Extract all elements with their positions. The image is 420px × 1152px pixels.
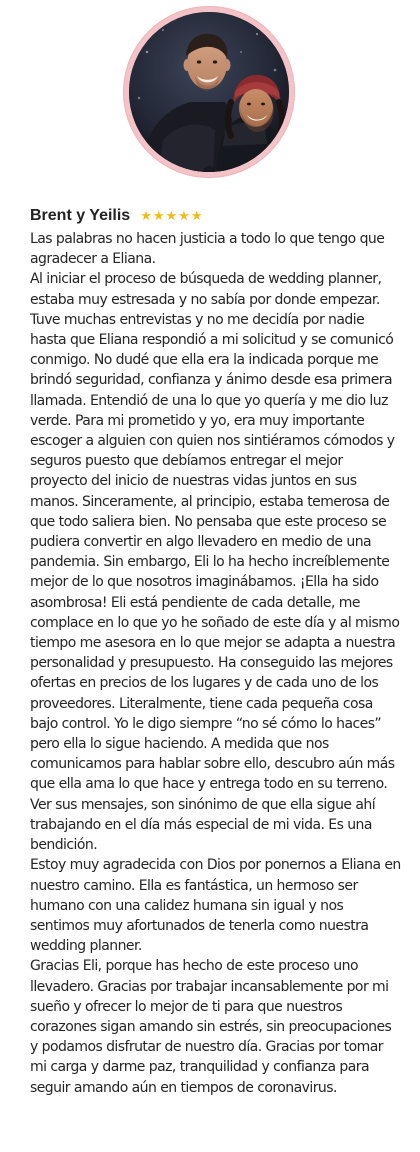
avatar (129, 12, 289, 172)
avatar-frame (123, 6, 295, 178)
star-icon: ★ (140, 209, 152, 224)
author-name: Brent y Yeilis (30, 207, 131, 224)
review-text (30, 229, 402, 1098)
review-paragraph-thanks: Gracias Eli, porque has hecho de este proceso uno llevadero. Gracias por trabajar incansablemente por mi sueño y ofrecer lo mejor de ti para que nuestros corazones sigan amando sin estrés, sin preocupaciones y podamos disfrutar de nuestro día. Gracias por tomar mi carga y darme paz, tranquilidad y confianza para seguir amando aún en tiempos de coronavirus. (30, 958, 392, 1096)
review-paragraph-gratitude: Estoy muy agradecida con Dios por ponernos a Eliana en nuestro camino. Ella es fantástica, un hermoso ser humano con una calidez humana sin igual y nos sentimos muy afortunados de tenerla como nuestra wedding planner. (30, 857, 401, 955)
review-heading (30, 206, 202, 226)
review-paragraph-story: Al iniciar el proceso de búsqueda de wedding planner, estaba muy estresada y no sabía por donde empezar. Tuve muchas entrevistas y no me decidía por nadie hasta que Eliana respondió a mi solicitud y se comunicó conmigo. No dudé que ella era la indicada porque me brindó seguridad, confianza y ánimo desde esa primera llamada. Entendió de una lo que yo quería y me dio luz verde. Para mi prometido y yo, era muy importante escoger a alguien con quien nos sintiéramos cómodos y seguros puesto que debíamos entregar el mejor proyecto del inicio de nuestras vidas juntos en sus manos. Sinceramente, al principio, estaba temerosa de que todo saliera bien. No pensaba que este proceso se pudiera convertir en algo llevadero en medio de una pandemia. Sin embargo, Eli lo ha hecho increíblemente mejor de lo que nosotros imaginábamos. ¡Ella ha sido asombrosa! Eli está pendiente de cada detalle, me complace en lo que yo he soñado de este día y al mismo tiempo me asesora en lo que mejor se adapta a nuestra personalidad y presupuesto. Ha conseguido las mejores ofertas en precios de los lugares y de cada uno de los proveedores. Literalmente, tiene cada pequeña cosa bajo control. Yo le digo siempre “no sé cómo lo haces” pero ella lo sigue haciendo. A medida que nos comunicamos para hablar sobre ello, descubro aún más que ella ama lo que hace y entrega todo en su terreno. Ver sus mensajes, son sinónimo de que ella sigue ahí trabajando en el día más especial de mi vida. Es una bendición. (30, 271, 400, 854)
star-rating (140, 210, 202, 223)
star-icon: ★ (190, 209, 203, 224)
review-paragraph-intro: Las palabras no hacen justicia a todo lo que tengo que agradecer a Eliana. (30, 231, 385, 268)
star-icon: ★ (178, 209, 190, 224)
star-icon: ★ (165, 209, 178, 224)
couple-photo (129, 12, 289, 172)
star-icon: ★ (152, 209, 165, 224)
